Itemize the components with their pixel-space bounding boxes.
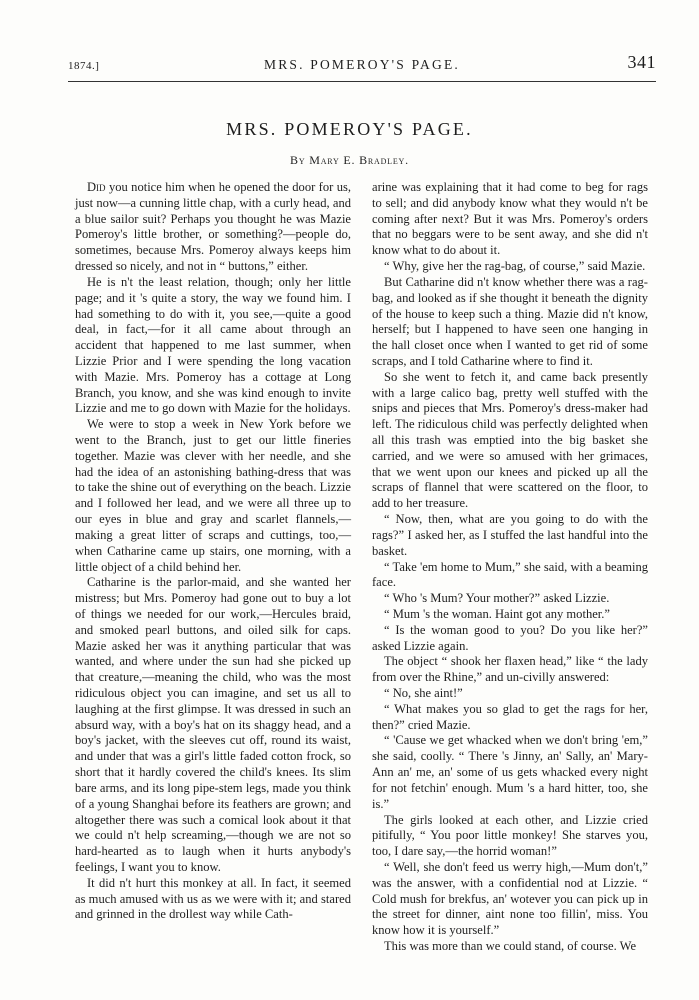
paragraph: “ Who 's Mum? Your mother?” asked Lizzie. [384, 591, 610, 606]
paragraph: “ Mum 's the woman. Haint got any mother.” [384, 606, 610, 621]
paragraph: arine was explaining that it had come to beg for rags to sell; and did anybody know what they would n't be coming after next? But it was Mrs. Pomeroy's orders that no beggars were to be sent away, and she did n't know what to do about it. [372, 180, 648, 258]
paragraph: We were to stop a week in New York before we went to the Branch, just to get our little fineries together. Mazie was clever with her needle, and she had the idea of an astonishing bathing-dress that was to take the shine out of everything on the beach. Lizzie and I followed her lead, and we were all three up to our eyes in blue and gray and scarlet flannels,—making a great litter of scraps and cuttings, too,—when Catharine came up stairs, one morning, with a little object of a child behind her. [75, 417, 351, 574]
paragraph: This was more than we could stand, of course. We [384, 939, 637, 953]
paragraph: The object “ shook her flaxen head,” like “ the lady from over the Rhine,” and un-civilly answered: [372, 654, 648, 685]
right-column [372, 180, 648, 955]
paragraph: “ Is the woman good to you? Do you like her?” asked Lizzie again. [372, 622, 648, 653]
paragraph: “ Well, she don't feed us werry high,—Mum don't,” was the answer, with a confidential nod at Lizzie. “ Cold mush for brekfus, an' wotever you can pick up in the street for dinner, aint none too fillin', miss. You know how it is yourself.” [372, 859, 648, 938]
paragraph: “ Take 'em home to Mum,” she said, with a beaming face. [372, 559, 648, 590]
paragraph: “ Now, then, what are you going to do with the rags?” I asked her, as I stuffed the last handful into the basket. [372, 512, 648, 558]
paragraph-text: you notice him when he opened the door for us, just now—a cunning little chap, with a curly head, and a blue sailor suit? Perhaps you thought he was Mazie Pomeroy's little brother, or something?—people do, sometimes, because Mrs. Pomeroy always keeps him dressed so nicely, and not in “ buttons,” either. [75, 180, 351, 274]
header-year: 1874.] [68, 60, 100, 72]
paragraph: He is n't the least relation, though; only her little page; and it 's quite a story, the way we found him. I had something to do with it, you see,—quite a good deal, in fact,—for it all came about through an accident that happened to me last summer, when Lizzie Prior and I were spending the long vacation with Mazie. Mrs. Pomeroy has a cottage at Long Branch, you know, and she was kind enough to invite Lizzie and me to go down with Mazie for the holidays. [75, 274, 351, 416]
header-rule [68, 81, 656, 82]
paragraph: Catharine is the parlor-maid, and she wanted her mistress; but Mrs. Pomeroy had gone out to buy a lot of things we needed for our work,—Hercules braid, and smoked pearl buttons, and oiled silk for caps. Mazie asked her was it anything particular that was wanted, and where under the sun had she picked up that creature,—meaning the child, who was the most ridiculous object you can imagine, and set us all to laughing at the first glimpse. It was dressed in such an absurd way, with a boy's hat on its shaggy head, and a boy's jacket, with the sleeves cut off, round its waist, and under that was a girl's little faded cotton frock, so short that it hardly covered the child's knees. Its slim bare arms, and its long pipe-stem legs, made you think of a young Shanghai before its feathers are grown; and altogether there was such a comical look about it that we could n't help screaming,—though we are not so hard-hearted as to laugh when it hurts anybody's feelings, I want you to know. [75, 575, 351, 874]
drop-word: Did [87, 180, 106, 194]
paragraph [75, 180, 351, 275]
page-header [68, 52, 656, 82]
paragraph: It did n't hurt this monkey at all. In fact, it seemed as much amused with us as we were with it; and stared and grinned in the drollest way while Cath- [75, 875, 351, 922]
paragraph: “ What makes you so glad to get the rags for her, then?” cried Mazie. [372, 701, 648, 732]
page-number: 341 [627, 52, 656, 72]
running-title: MRS. POMEROY'S PAGE. [264, 57, 460, 72]
paragraph: The girls looked at each other, and Lizzie cried pitifully, “ You poor little monkey! She starves you, too, I dare say,—the horrid woman!” [372, 812, 648, 859]
paragraph: “ Why, give her the rag-bag, of course,” said Mazie. [384, 259, 646, 274]
paragraph: So she went to fetch it, and came back presently with a large calico bag, pretty well stuffed with the snips and pieces that Mrs. Pomeroy's dress-maker had left. The ridiculous child was perfectly delighted when all this trash was emptied into the big basket she carried, and we were so amused with her grimaces, that we went upon our knees and picked up all the scraps of flannel that were scattered on the floor, to add to her treasure. [372, 369, 648, 511]
paragraph: “ No, she aint!” [384, 686, 463, 700]
article-title: MRS. POMEROY'S PAGE. [226, 119, 473, 139]
article-byline: By Mary E. Bradley. [290, 153, 409, 167]
left-column [75, 180, 351, 923]
paragraph: “ 'Cause we get whacked when we don't bring 'em,” she said, coolly. “ There 's Jinny, an' Sally, an' Mary-Ann an' me, an' some of us gets whacked every night for not fetchin' enough. Mum 's a hard hitter, too, she is.” [372, 733, 648, 811]
paragraph: But Catharine did n't know whether there was a rag-bag, and looked as if she thought it beneath the dignity of the house to keep such a thing. Mazie did n't know, herself; but I happened to have seen one hanging in the hall closet once when I wanted to get rid of some scraps, and I told Catharine where to find it. [372, 274, 648, 368]
